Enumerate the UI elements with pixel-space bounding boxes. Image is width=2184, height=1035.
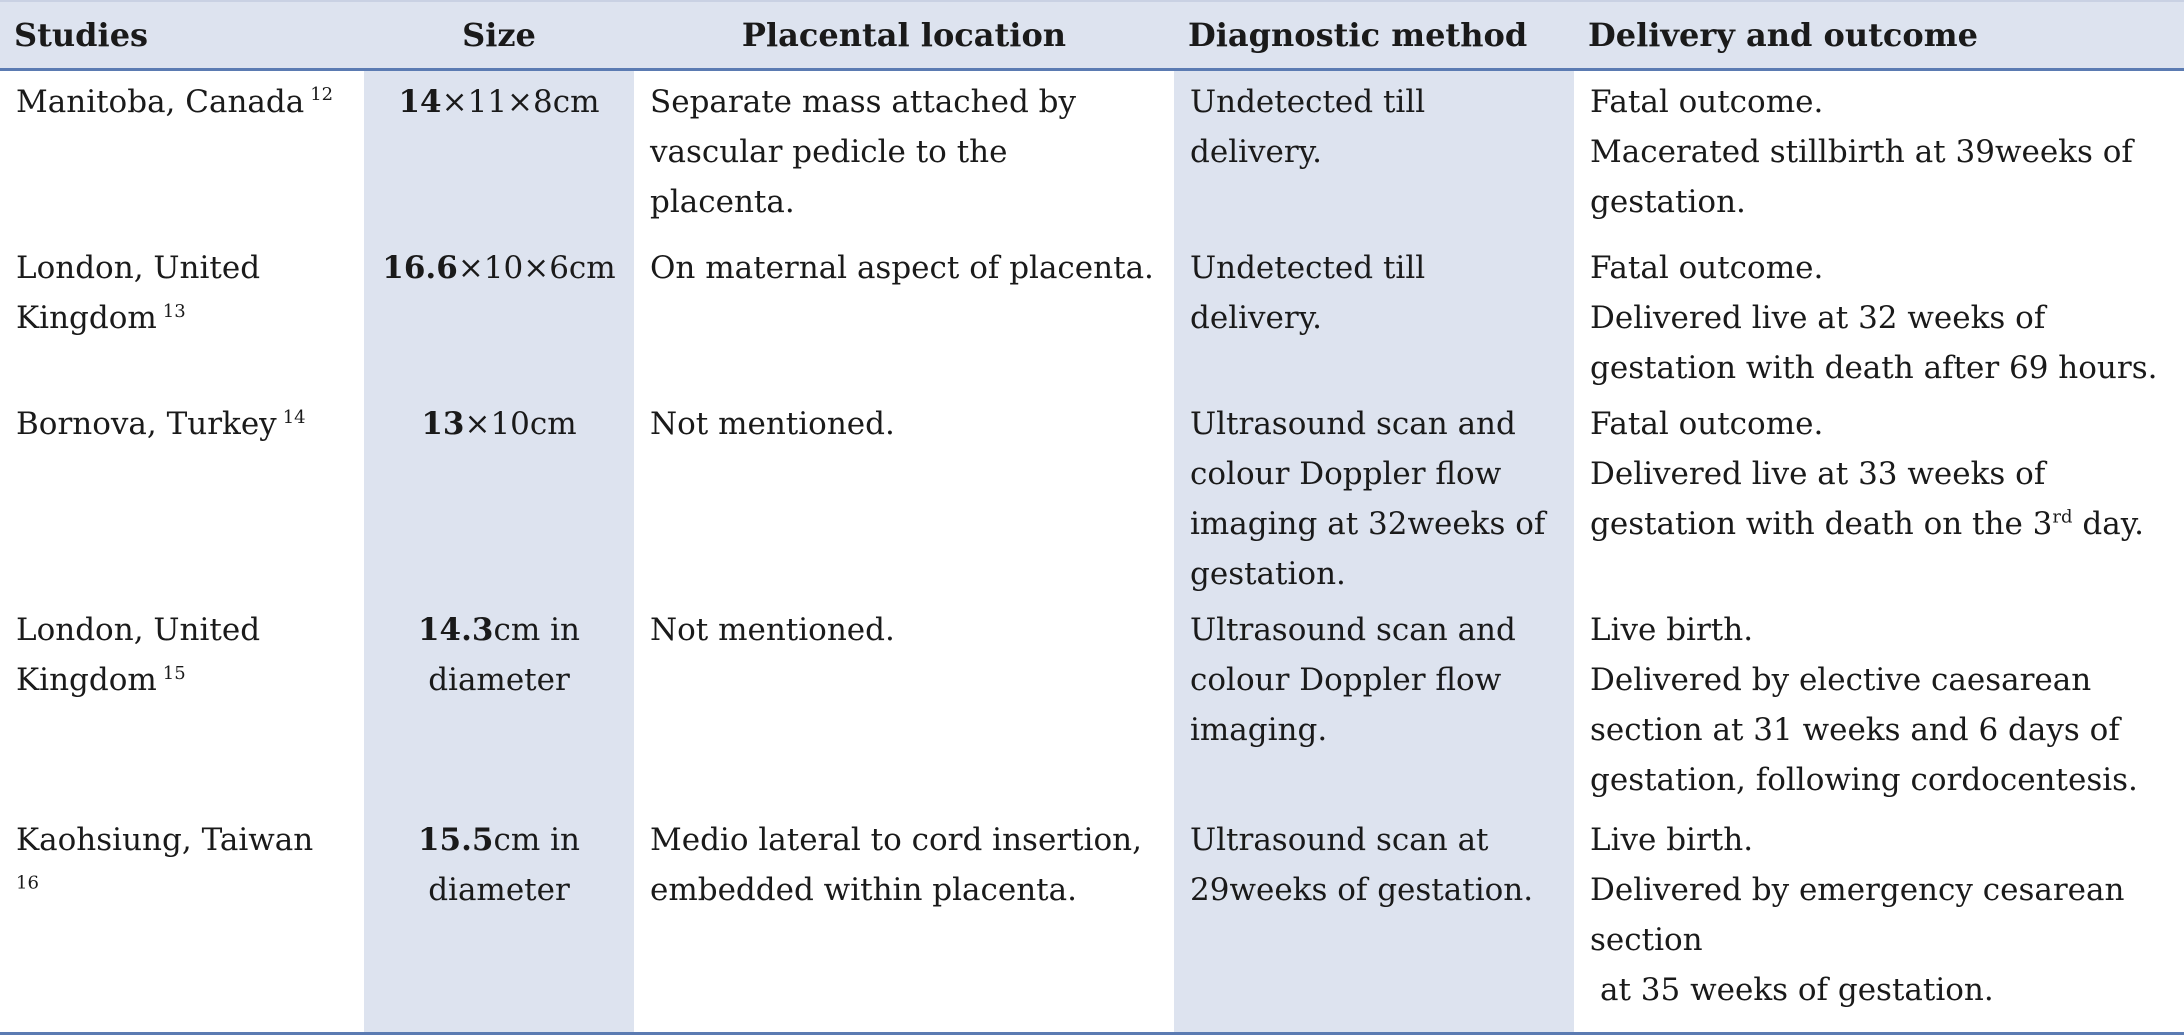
size-dimensions: ×11×8cm bbox=[441, 83, 600, 120]
outcome-line: section at 31 weeks and 6 days of bbox=[1590, 712, 2120, 748]
size-value: 16.6 bbox=[382, 250, 458, 286]
location-line: embedded within placenta. bbox=[650, 872, 1077, 908]
outcome-line: gestation, following cordocentesis. bbox=[1590, 762, 2138, 798]
outcome-line: Delivered by emergency cesarean bbox=[1590, 872, 2125, 908]
study-cell bbox=[0, 809, 364, 1033]
reference-number: 12 bbox=[310, 84, 334, 106]
header-diagnostic-method: Diagnostic method bbox=[1188, 15, 1528, 54]
study-name: Manitoba, Canada bbox=[16, 83, 305, 120]
outcome-cell bbox=[1574, 599, 2184, 809]
table-row bbox=[0, 393, 2184, 599]
table-row bbox=[0, 69, 2184, 237]
table-row bbox=[0, 599, 2184, 809]
location-line: Medio lateral to cord insertion, bbox=[650, 822, 1142, 858]
reference-number: 16 bbox=[16, 872, 39, 894]
outcome-line: Delivered live at 33 weeks of bbox=[1590, 456, 2046, 492]
method-line: colour Doppler flow bbox=[1190, 662, 1502, 698]
location-line: On maternal aspect of placenta. bbox=[650, 250, 1154, 286]
location-line: Separate mass attached by bbox=[650, 83, 1077, 120]
outcome-line: section bbox=[1590, 922, 1703, 958]
outcome-line: at 35 weeks of gestation. bbox=[1600, 972, 1994, 1008]
study-name: London, United bbox=[16, 250, 261, 286]
size-dimensions: ×10cm bbox=[464, 406, 577, 442]
study-cell bbox=[0, 237, 364, 393]
outcome-cell bbox=[1574, 69, 2184, 237]
outcome-line: gestation with death on the 3 bbox=[1590, 506, 2053, 542]
outcome-line: gestation. bbox=[1590, 183, 1746, 220]
outcome-line: Live birth. bbox=[1590, 612, 1754, 648]
outcome-line: gestation with death after 69 hours. bbox=[1590, 350, 2158, 386]
outcome-cell bbox=[1574, 393, 2184, 599]
study-name: London, United bbox=[16, 612, 261, 648]
method-cell bbox=[1174, 809, 1574, 1033]
size-cell bbox=[364, 599, 634, 809]
method-cell bbox=[1174, 237, 1574, 393]
method-line: 29weeks of gestation. bbox=[1190, 872, 1534, 908]
method-line: gestation. bbox=[1190, 556, 1346, 592]
method-line: Ultrasound scan and bbox=[1190, 612, 1516, 648]
size-dimensions: diameter bbox=[428, 872, 570, 908]
size-cell bbox=[364, 237, 634, 393]
study-cell bbox=[0, 599, 364, 809]
size-cell bbox=[364, 393, 634, 599]
method-line: imaging. bbox=[1190, 712, 1328, 748]
header-size: Size bbox=[462, 15, 536, 54]
study-cell bbox=[0, 393, 364, 599]
location-cell bbox=[634, 393, 1174, 599]
table-row bbox=[0, 809, 2184, 1033]
location-cell bbox=[634, 69, 1174, 237]
method-line: Ultrasound scan and bbox=[1190, 406, 1516, 442]
ordinal-suffix: rd bbox=[2052, 506, 2073, 528]
location-cell bbox=[634, 237, 1174, 393]
method-line: Ultrasound scan at bbox=[1190, 822, 1489, 858]
size-dimensions: cm in bbox=[493, 822, 580, 858]
size-value: 13 bbox=[421, 406, 465, 442]
location-line: vascular pedicle to the placenta. bbox=[650, 133, 1008, 220]
location-cell bbox=[634, 599, 1174, 809]
study-name: Kingdom bbox=[16, 662, 157, 698]
method-line: Undetected till delivery. bbox=[1190, 250, 1426, 336]
location-cell bbox=[634, 809, 1174, 1033]
location-line: Not mentioned. bbox=[650, 406, 895, 442]
reference-number: 15 bbox=[162, 662, 186, 684]
method-cell bbox=[1174, 393, 1574, 599]
size-value: 14.3 bbox=[417, 612, 494, 648]
size-dimensions: cm in bbox=[493, 612, 580, 648]
outcome-line: Live birth. bbox=[1590, 822, 1754, 858]
method-line: colour Doppler flow bbox=[1190, 456, 1502, 492]
study-name: Bornova, Turkey bbox=[16, 406, 277, 442]
outcome-line: Delivered by elective caesarean bbox=[1590, 662, 2092, 698]
header-studies: Studies bbox=[14, 15, 149, 54]
outcome-line: Fatal outcome. bbox=[1590, 406, 1824, 442]
outcome-line: Fatal outcome. bbox=[1590, 83, 1824, 120]
size-value: 15.5 bbox=[417, 822, 494, 858]
outcome-line: Delivered live at 32 weeks of bbox=[1590, 300, 2046, 336]
method-cell bbox=[1174, 599, 1574, 809]
location-line: Not mentioned. bbox=[650, 612, 895, 648]
table-row bbox=[0, 237, 2184, 393]
method-line: imaging at 32weeks of bbox=[1190, 506, 1546, 542]
header-placental-location: Placental location bbox=[741, 15, 1067, 54]
study-name: Kaohsiung, Taiwan bbox=[16, 822, 314, 858]
outcome-line: Fatal outcome. bbox=[1590, 250, 1824, 286]
outcome-line-end: day. bbox=[2072, 506, 2144, 542]
reference-number: 14 bbox=[282, 406, 306, 428]
size-value: 14 bbox=[398, 83, 442, 120]
outcome-cell bbox=[1574, 237, 2184, 393]
study-name: Kingdom bbox=[16, 300, 157, 336]
size-cell bbox=[364, 69, 634, 237]
method-line: Undetected till delivery. bbox=[1190, 83, 1426, 170]
reference-number: 13 bbox=[162, 300, 186, 322]
outcome-line: Macerated stillbirth at 39weeks of bbox=[1590, 133, 2133, 170]
table-header-row bbox=[0, 1, 2184, 69]
size-dimensions: ×10×6cm bbox=[457, 250, 616, 286]
size-dimensions: diameter bbox=[428, 662, 570, 698]
header-delivery-outcome: Delivery and outcome bbox=[1588, 15, 1978, 54]
method-cell bbox=[1174, 69, 1574, 237]
study-cell bbox=[0, 69, 364, 237]
outcome-cell bbox=[1574, 809, 2184, 1033]
size-cell bbox=[364, 809, 634, 1033]
